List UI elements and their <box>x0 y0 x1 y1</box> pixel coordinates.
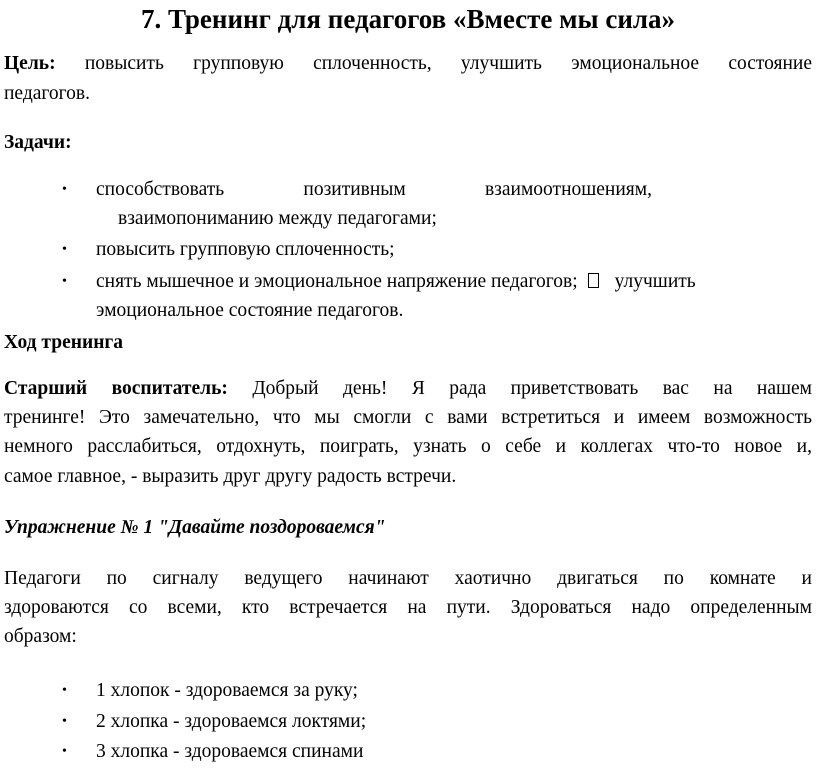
exercise-line-2: здороваются со всеми, кто встречается на пути. Здороваться надо определенным <box>4 597 812 618</box>
speaker-label: Старший воспитатель: <box>4 378 228 399</box>
bullet-icon: • <box>62 242 67 257</box>
speech-text-start: Добрый день! Я рада приветствовать вас на нашем <box>252 378 812 399</box>
task-item-3-text: снять мышечное и эмоциональное напряжение педагогов; <box>96 271 578 292</box>
task-item-1-line-1: способствовать позитивным взаимоотношениям, <box>96 179 652 200</box>
speech-line-2: тренинге! Это замечательно, что мы смогли с вами встретиться и имеем возможность <box>4 407 812 428</box>
goal-line-2: педагогов. <box>4 83 91 104</box>
speech-line-1 <box>4 375 812 403</box>
speech-line-4: самое главное, - выразить друг другу радость встречи. <box>4 466 457 487</box>
task-item-2: повысить групповую сплоченность; <box>96 239 395 260</box>
bullet-icon: • <box>62 274 67 289</box>
speech-line-3: немного расслабиться, отдохнуть, поиграть, узнать о себе и коллегах что-то новое и, <box>4 436 812 457</box>
task-item-3-line-2: эмоциональное состояние педагогов. <box>96 300 404 321</box>
exercise-item-1: 1 хлопок - здороваемся за руку; <box>96 680 358 701</box>
bullet-icon: • <box>62 182 67 197</box>
exercise-heading: Упражнение № 1 "Давайте поздороваемся" <box>4 517 386 538</box>
goal-label: Цель: <box>4 53 56 74</box>
task-item-1-line-2: взаимопониманию между педагогами; <box>118 208 437 229</box>
bullet-icon: • <box>62 744 67 759</box>
task-item-4-start: улучшить <box>614 271 696 292</box>
exercise-line-3: образом: <box>4 626 77 647</box>
exercise-item-2: 2 хлопка - здороваемся локтями; <box>96 711 367 732</box>
missing-glyph-box-icon <box>588 273 599 288</box>
document-title: 7. Тренинг для педагогов «Вместе мы сила» <box>140 4 676 34</box>
goal-text: повысить групповую сплоченность, улучшить эмоциональное состояние <box>84 53 813 74</box>
exercise-item-3: 3 хлопка - здороваемся спинами <box>96 741 364 762</box>
tasks-heading: Задачи: <box>4 132 72 153</box>
exercise-line-1: Педагоги по сигналу ведущего начинают хаотично двигаться по комнате и <box>4 568 812 589</box>
goal-line-1 <box>4 50 812 78</box>
task-item-3-line-1 <box>96 268 696 296</box>
bullet-icon: • <box>62 683 67 698</box>
course-heading: Ход тренинга <box>4 332 124 353</box>
bullet-icon: • <box>62 714 67 729</box>
